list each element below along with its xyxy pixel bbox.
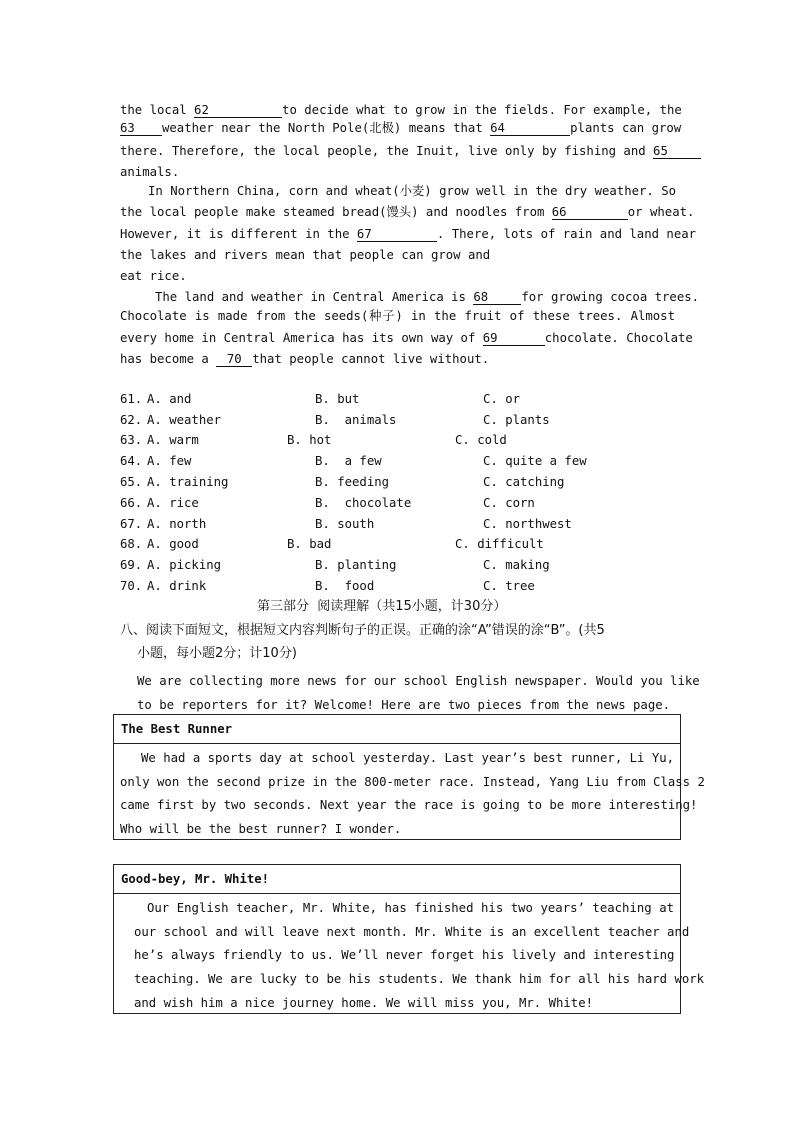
news-box-best-runner — [113, 714, 705, 840]
passage-line-3: there. Therefore, the local people, the Inuit, live only by fishing and 65 — [120, 143, 675, 159]
option-b: B. hot — [287, 433, 332, 447]
passage-line-9: eat rice. — [120, 269, 187, 283]
option-a: A. warm — [147, 433, 199, 447]
blank-63: 63 — [120, 121, 162, 136]
part-title: 第三部分 阅读理解（共15小题，计30分） — [257, 599, 507, 614]
option-num: 69. — [120, 558, 143, 572]
intro-line-1: We are collecting more news for our school English newspaper. Would you like — [137, 674, 700, 688]
option-num: 67. — [120, 517, 143, 531]
option-c: C. tree — [483, 579, 535, 593]
news-line: he’s always friendly to us. We’ll never forget his lively and interesting — [134, 948, 675, 962]
option-b: B. planting — [315, 558, 397, 572]
option-c: C. catching — [483, 475, 565, 489]
passage-line-11: Chocolate is made from the seeds(种子) in the fruit of these trees. Almost — [120, 309, 675, 323]
option-c: C. making — [483, 558, 550, 572]
option-c: C. northwest — [483, 517, 572, 531]
blank-70: 70 — [216, 352, 252, 367]
option-num: 62. — [120, 413, 143, 427]
news-line: Who will be the best runner? I wonder. — [120, 822, 402, 836]
instruction-line-1: 八、阅读下面短文，根据短文内容判断句子的正误。正确的涂“A”错误的涂“B”。(共5 — [120, 623, 605, 638]
option-b: B. south — [315, 517, 375, 531]
option-c: C. difficult — [455, 537, 544, 551]
blank-69: 69 — [483, 331, 545, 346]
news-line: our school and will leave next month. Mr. White is an excellent teacher and — [134, 925, 690, 939]
blank-64: 64 — [490, 121, 570, 136]
passage-line-1: the local 62 to decide what to grow in the fields. For example, the — [120, 103, 682, 117]
option-b: B. animals — [315, 413, 397, 427]
news-title: The Best Runner — [114, 715, 680, 744]
option-num: 68. — [120, 537, 143, 551]
option-num: 64. — [120, 454, 143, 468]
option-c: C. cold — [455, 433, 507, 447]
news-line: and wish him a nice journey home. We will miss you, Mr. White! — [134, 996, 594, 1010]
option-b: B. chocolate — [315, 496, 412, 510]
option-num: 65. — [120, 475, 143, 489]
passage-line-2: 63 weather near the North Pole(北极) means that 64 plants can grow — [120, 121, 682, 135]
news-line: We had a sports day at school yesterday. Last year’s best runner, Li Yu, — [141, 751, 675, 765]
option-num: 61. — [120, 392, 143, 406]
option-c: C. corn — [483, 496, 535, 510]
blank-67: 67 — [357, 227, 437, 242]
option-num: 63. — [120, 433, 143, 447]
option-a: A. good — [147, 537, 199, 551]
news-title: Good-bey, Mr. White! — [114, 865, 680, 894]
news-line: teaching. We are lucky to be his students. We thank him for all his hard work — [134, 972, 705, 986]
intro-line-2: to be reporters for it? Welcome! Here are two pieces from the news page. — [137, 698, 671, 712]
news-line: Our English teacher, Mr. White, has finished his two years’ teaching at — [147, 901, 674, 915]
passage-line-10: The land and weather in Central America is 68 for growing cocoa trees. — [155, 290, 700, 304]
option-c: C. quite a few — [483, 454, 587, 468]
news-box-good-bye — [113, 864, 705, 1014]
blank-68: 68 — [473, 290, 521, 305]
passage-line-13: has become a 70 that people cannot live without. — [120, 352, 490, 366]
option-b: B. bad — [287, 537, 332, 551]
passage-line-6: the local people make steamed bread(馒头) and noodles from 66 or wheat. — [120, 205, 695, 219]
passage-line-5: In Northern China, corn and wheat(小麦) grow well in the dry weather. So — [148, 184, 677, 198]
option-a: A. weather — [147, 413, 222, 427]
option-b: B. food — [315, 579, 375, 593]
passage-line-7: However, it is different in the 67 . There, lots of rain and land near — [120, 227, 697, 241]
passage-line-8: the lakes and rivers mean that people can grow and — [120, 248, 491, 262]
option-b: B. a few — [315, 454, 382, 468]
blank-66: 66 — [552, 205, 628, 220]
news-line: came first by two seconds. Next year the race is going to be more interesting! — [120, 798, 698, 812]
news-line: only won the second prize in the 800-meter race. Instead, Yang Liu from Class 2 — [120, 775, 705, 789]
option-a: A. drink — [147, 579, 207, 593]
option-num: 66. — [120, 496, 143, 510]
option-a: A. and — [147, 392, 192, 406]
blank-65: 65 — [653, 144, 701, 159]
instruction-line-2: 小题，每小题2分；计10分) — [137, 646, 297, 661]
passage-line-4: animals. — [120, 165, 180, 179]
option-c: C. or — [483, 392, 521, 406]
option-num: 70. — [120, 579, 143, 593]
option-a: A. training — [147, 475, 229, 489]
passage-line-12: every home in Central America has its own way of 69 chocolate. Chocolate — [120, 331, 693, 345]
option-b: B. but — [315, 392, 360, 406]
blank-62: 62 — [194, 103, 282, 118]
option-a: A. few — [147, 454, 192, 468]
option-a: A. picking — [147, 558, 222, 572]
option-b: B. feeding — [315, 475, 390, 489]
option-c: C. plants — [483, 413, 550, 427]
option-a: A. north — [147, 517, 207, 531]
option-a: A. rice — [147, 496, 199, 510]
